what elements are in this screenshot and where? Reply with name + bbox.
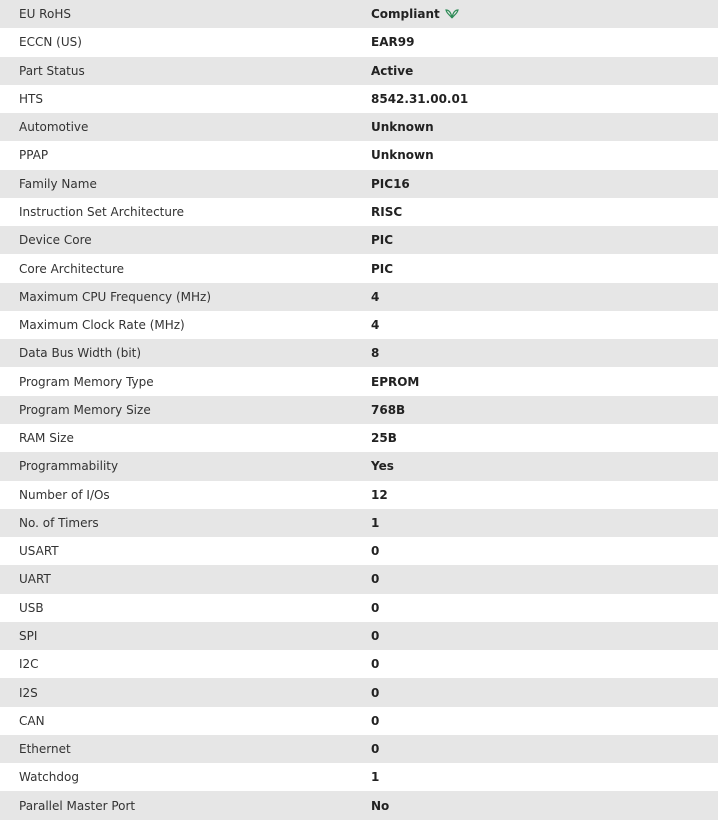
spec-label: Ethernet: [19, 742, 71, 757]
spec-row: [0, 650, 718, 678]
spec-row: [0, 424, 718, 452]
spec-label: CAN: [19, 713, 45, 728]
spec-row: [0, 367, 718, 395]
spec-value: 1: [371, 770, 380, 785]
spec-label: Maximum Clock Rate (MHz): [19, 318, 185, 333]
spec-value: 4: [371, 289, 380, 304]
spec-value: EPROM: [371, 374, 420, 389]
spec-value: 0: [371, 600, 380, 615]
spec-value: 8542.31.00.01: [371, 91, 469, 106]
spec-label: Core Architecture: [19, 261, 125, 276]
spec-row: [0, 311, 718, 339]
spec-row: [0, 28, 718, 56]
spec-value: 1: [371, 515, 380, 530]
spec-value: 0: [371, 657, 380, 672]
spec-value: 4: [371, 318, 380, 333]
spec-label: Maximum CPU Frequency (MHz): [19, 289, 211, 304]
spec-row: [0, 396, 718, 424]
spec-value: 12: [371, 487, 388, 502]
spec-value: PIC16: [371, 176, 410, 191]
spec-label: No. of Timers: [19, 515, 99, 530]
spec-value: RISC: [371, 204, 403, 219]
spec-label: Part Status: [19, 63, 85, 78]
spec-label: Program Memory Type: [19, 374, 154, 389]
spec-label: Program Memory Size: [19, 402, 151, 417]
spec-label: Number of I/Os: [19, 487, 110, 502]
spec-value: Active: [371, 63, 414, 78]
spec-row: [0, 594, 718, 622]
spec-row: [0, 283, 718, 311]
spec-value: PIC: [371, 233, 394, 248]
spec-value: 0: [371, 628, 380, 643]
spec-row: [0, 339, 718, 367]
spec-label: PPAP: [19, 148, 49, 163]
spec-label: Programmability: [19, 459, 119, 474]
spec-row: [0, 85, 718, 113]
spec-value-text: Compliant: [371, 7, 440, 22]
leaf-icon: [445, 9, 459, 19]
spec-row: [0, 113, 718, 141]
spec-value: EAR99: [371, 35, 415, 50]
spec-value: 0: [371, 685, 380, 700]
spec-label: HTS: [19, 91, 43, 106]
spec-value: 0: [371, 713, 380, 728]
spec-label: Device Core: [19, 233, 92, 248]
spec-row: [0, 509, 718, 537]
spec-label: UART: [19, 572, 51, 587]
spec-row: [0, 452, 718, 480]
spec-row: [0, 141, 718, 169]
spec-row: [0, 198, 718, 226]
spec-label: Instruction Set Architecture: [19, 204, 185, 219]
spec-row: [0, 170, 718, 198]
spec-value: 8: [371, 346, 380, 361]
spec-label: RAM Size: [19, 431, 74, 446]
spec-row: [0, 0, 718, 28]
spec-row: [0, 254, 718, 282]
spec-row: [0, 763, 718, 791]
spec-row: [0, 678, 718, 706]
spec-value: Unknown: [371, 148, 434, 163]
spec-label: Automotive: [19, 120, 89, 135]
spec-label: Watchdog: [19, 770, 79, 785]
spec-value: 768B: [371, 402, 406, 417]
spec-label: Parallel Master Port: [19, 798, 136, 813]
spec-value: Yes: [371, 459, 394, 474]
spec-label: ECCN (US): [19, 35, 82, 50]
spec-label: I2S: [19, 685, 38, 700]
spec-value: No: [371, 798, 390, 813]
spec-row: [0, 791, 718, 819]
spec-row: [0, 57, 718, 85]
spec-label: Family Name: [19, 176, 97, 191]
spec-row: [0, 565, 718, 593]
spec-value: 0: [371, 544, 380, 559]
spec-value: 25B: [371, 431, 397, 446]
spec-label: I2C: [19, 657, 39, 672]
spec-row: [0, 537, 718, 565]
spec-value: PIC: [371, 261, 394, 276]
spec-value: [371, 7, 459, 21]
spec-label: Data Bus Width (bit): [19, 346, 142, 361]
spec-label: USB: [19, 600, 44, 615]
spec-row: [0, 226, 718, 254]
spec-row: [0, 735, 718, 763]
spec-value: Unknown: [371, 120, 434, 135]
spec-row: [0, 622, 718, 650]
spec-label: EU RoHS: [19, 7, 71, 22]
spec-row: [0, 481, 718, 509]
spec-value: 0: [371, 742, 380, 757]
spec-label: SPI: [19, 628, 38, 643]
spec-row: [0, 707, 718, 735]
spec-label: USART: [19, 544, 59, 559]
spec-value: 0: [371, 572, 380, 587]
